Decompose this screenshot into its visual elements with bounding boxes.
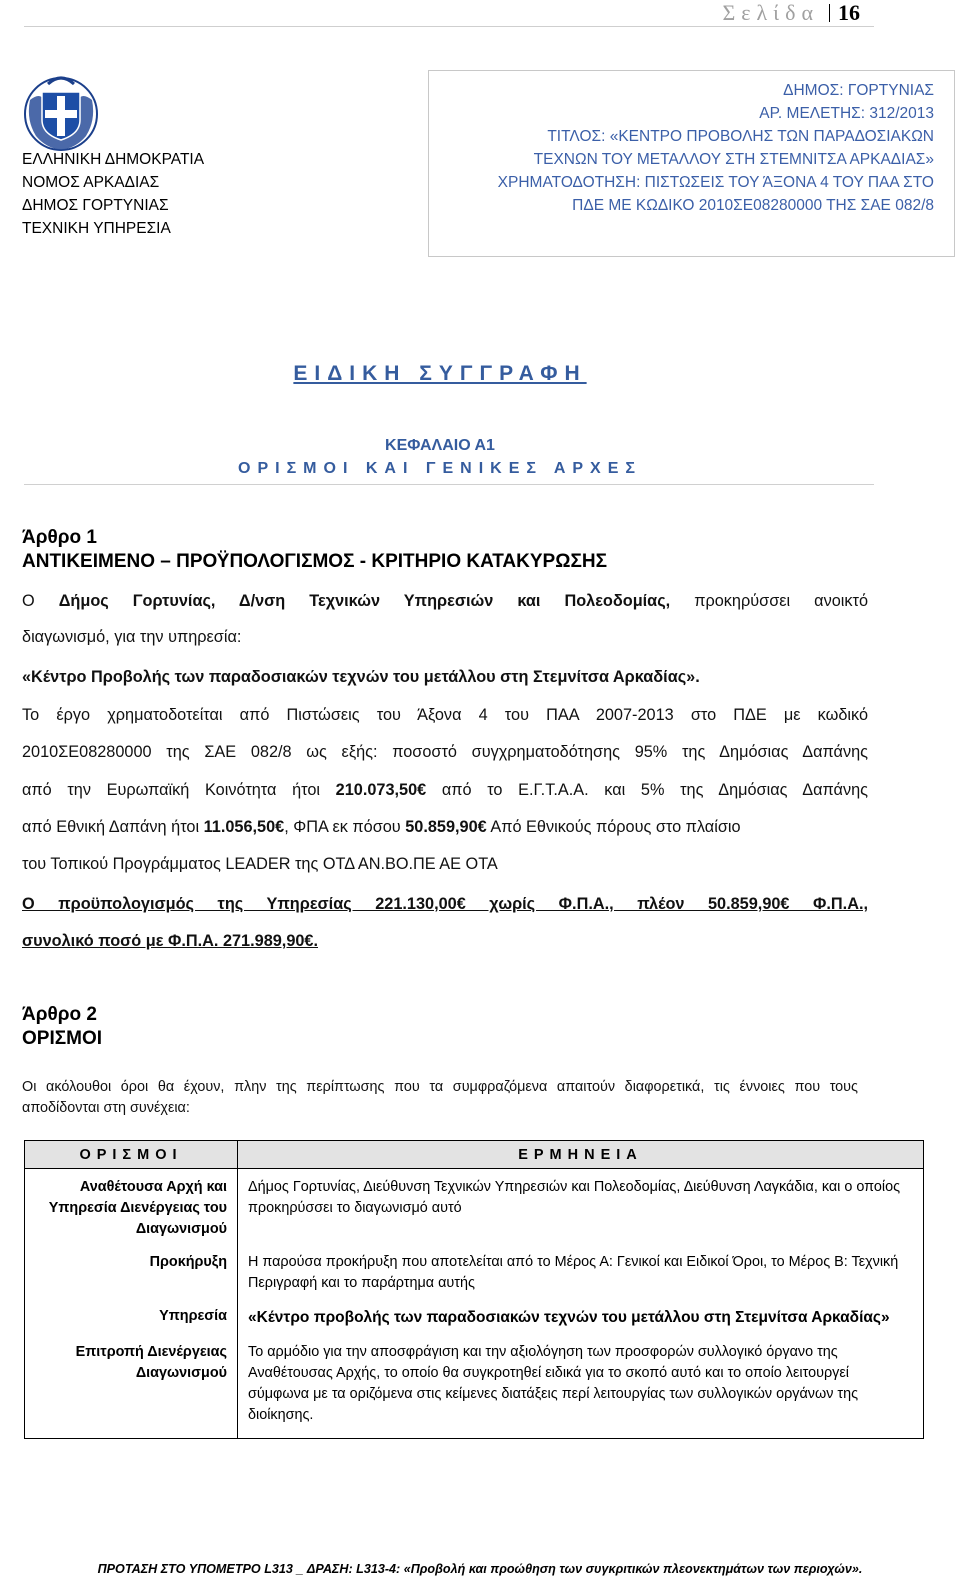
definitions-table: [24, 1140, 924, 1439]
page-word: Σελίδα: [722, 0, 819, 25]
article-2-intro-line-2: αποδίδονται στη συνέχεια:: [22, 1100, 190, 1116]
funding-line-1: Το έργο χρηματοδοτείται από Πιστώσεις του Άξονα 4 του ΠΑΑ 2007-2013 στο ΠΔΕ με κωδικό: [22, 706, 868, 724]
page-separator: [829, 4, 830, 22]
issuer-line: ΝΟΜΟΣ ΑΡΚΑΔΙΑΣ: [22, 174, 160, 191]
spec-title: ΕΙΔΙΚΗ ΣΥΓΓΡΑΦΗ: [293, 362, 587, 385]
definition-term: Επιτροπή Διενέργειας Διαγωνισμού: [25, 1336, 238, 1439]
project-title: «Κέντρο Προβολής των παραδοσιακών τεχνών του μετάλλου στη Στεμνίτσα Αρκαδίας».: [22, 668, 700, 686]
budget-line-2: συνολικό ποσό με Φ.Π.Α. 271.989,90€.: [22, 932, 319, 950]
article-2-heading: ΟΡΙΣΜΟΙ: [22, 1028, 103, 1049]
table-row: [25, 1336, 924, 1439]
article-1-paragraph-1-line-2: διαγωνισμό, για την υπηρεσία:: [22, 628, 242, 646]
info-line: ΔΗΜΟΣ: ΓΟΡΤΥΝΙΑΣ: [783, 82, 934, 99]
issuer-block: [22, 148, 204, 240]
definition-description: Η παρούσα προκήρυξη που αποτελείται από το Μέρος Α: Γενικοί και Ειδικοί Όροι, το Μέρος Β: Τεχνική Περιγραφή και το παράρτημα αυτής: [238, 1246, 924, 1300]
definition-term: Αναθέτουσα Αρχή και Υπηρεσία Διενέργειας του Διαγωνισμού: [25, 1169, 238, 1247]
footer: ΠΡΟΤΑΣΗ ΣΤΟ ΥΠΟΜΕΤΡΟ L313 _ ΔΡΑΣΗ: L313-4: «Προβολή και προώθηση των συγκριτικών πλεονεκτημάτων των περιοχών».: [97, 1562, 863, 1576]
funding-line-3: από την Ευρωπαϊκή Κοινότητα ήτοι 210.073,50€ από το Ε.Γ.Τ.Α.Α. και 5% της Δημόσιας Δαπάνης: [22, 781, 868, 799]
chapter-rule: [24, 484, 874, 485]
funding-line-2: 2010ΣΕ08280000 της ΣΑΕ 082/8 ως εξής: ποσοστό συγχρηματοδότησης 95% της Δημόσιας Δαπάνης: [22, 743, 868, 761]
page-number: 16: [838, 0, 860, 25]
info-line: ΧΡΗΜΑΤΟΔΟΤΗΣΗ: ΠΙΣΤΩΣΕΙΣ ΤΟΥ ΆΞΟΝΑ 4 ΤΟΥ ΠΑΑ ΣΤΟ: [497, 174, 934, 191]
issuer-line: ΤΕΧΝΙΚΗ ΥΠΗΡΕΣΙΑ: [22, 220, 171, 237]
page-number-header: [722, 0, 860, 26]
definition-description: Δήμος Γορτυνίας, Διεύθυνση Τεχνικών Υπηρεσιών και Πολεοδομίας, Διεύθυνση Λαγκάδια, και ο οποίος προκηρύσσει το διαγωνισμό αυτό: [238, 1169, 924, 1247]
info-line: ΑΡ. ΜΕΛΕΤΗΣ: 312/2013: [759, 105, 934, 122]
table-row: [25, 1246, 924, 1300]
column-header-interpretation: ΕΡΜΗΝΕΙΑ: [238, 1141, 924, 1169]
budget-line-1: Ο προϋπολογισμός της Υπηρεσίας 221.130,00€ χωρίς Φ.Π.Α., πλέον 50.859,90€ Φ.Π.Α.,: [22, 895, 868, 913]
article-2-intro-line-1: Οι ακόλουθοι όροι θα έχουν, πλην της περίπτωσης που τα συμφραζόμενα απαιτούν διαφορετικά, τις έννοιες που τους: [22, 1079, 858, 1095]
definition-term: Προκήρυξη: [25, 1246, 238, 1300]
chapter-title: ΚΕΦΑΛΑΙΟ Α1: [385, 437, 495, 454]
definition-term: Υπηρεσία: [25, 1300, 238, 1336]
table-header-row: [25, 1141, 924, 1169]
definition-description: Το αρμόδιο για την αποσφράγιση και την αξιολόγηση των προσφορών συλλογικό όργανο της Αναθέτουσας Αρχής, το οποίο θα συγκροτηθεί ειδικά για το σκοπό αυτό και το οποίο λειτουργεί σύμφωνα με τα οριζόμενα στις κείμενες διατάξεις περί λειτουργίας των συλλογικών οργάνων της διοίκησης.: [238, 1336, 924, 1439]
article-1-heading: ΑΝΤΙΚΕΙΜΕΝΟ – ΠΡΟΫΠΟΛΟΓΙΣΜΟΣ - ΚΡΙΤΗΡΙΟ ΚΑΤΑΚΥΡΩΣΗΣ: [22, 551, 607, 572]
column-header-definitions: ΟΡΙΣΜΟΙ: [25, 1141, 238, 1169]
header-rule: [24, 26, 874, 27]
issuer-line: ΕΛΛΗΝΙΚΗ ΔΗΜΟΚΡΑΤΙΑ: [22, 151, 205, 168]
info-line: ΤΙΤΛΟΣ: «ΚΕΝΤΡΟ ΠΡΟΒΟΛΗΣ ΤΩΝ ΠΑΡΑΔΟΣΙΑΚΩΝ: [547, 128, 934, 145]
info-line: ΠΔΕ ΜΕ ΚΩΔΙΚΟ 2010ΣΕ08280000 ΤΗΣ ΣΑΕ 082/8: [572, 197, 934, 214]
chapter-subtitle: ΟΡΙΣΜΟΙ ΚΑΙ ΓΕΝΙΚΕΣ ΑΡΧΕΣ: [238, 460, 642, 477]
article-1-label: Άρθρο 1: [22, 527, 97, 548]
table-row: [25, 1169, 924, 1247]
definition-description: «Κέντρο προβολής των παραδοσιακών τεχνών του μετάλλου στη Στεμνίτσα Αρκαδίας»: [238, 1300, 924, 1336]
article-1-paragraph-1: Ο Δήμος Γορτυνίας, Δ/νση Τεχνικών Υπηρεσιών και Πολεοδομίας, προκηρύσσει ανοικτό: [22, 592, 869, 610]
funding-line-5: του Τοπικού Προγράμματος LEADER της ΟΤΔ ΑΝ.ΒΟ.ΠΕ ΑΕ ΟΤΑ: [22, 855, 498, 873]
greek-emblem-icon: [22, 70, 100, 152]
table-row: [25, 1300, 924, 1336]
issuer-line: ΔΗΜΟΣ ΓΟΡΤΥΝΙΑΣ: [22, 197, 169, 214]
info-line: ΤΕΧΝΩΝ ΤΟΥ ΜΕΤΑΛΛΟΥ ΣΤΗ ΣΤΕΜΝΙΤΣΑ ΑΡΚΑΔΙΑΣ»: [533, 151, 934, 168]
funding-line-4: από Εθνική Δαπάνη ήτοι 11.056,50€, ΦΠΑ εκ πόσου 50.859,90€ Από Εθνικούς πόρους στο πλαίσιο: [22, 818, 741, 836]
article-2-label: Άρθρο 2: [22, 1004, 97, 1025]
study-info-box: [428, 70, 955, 257]
